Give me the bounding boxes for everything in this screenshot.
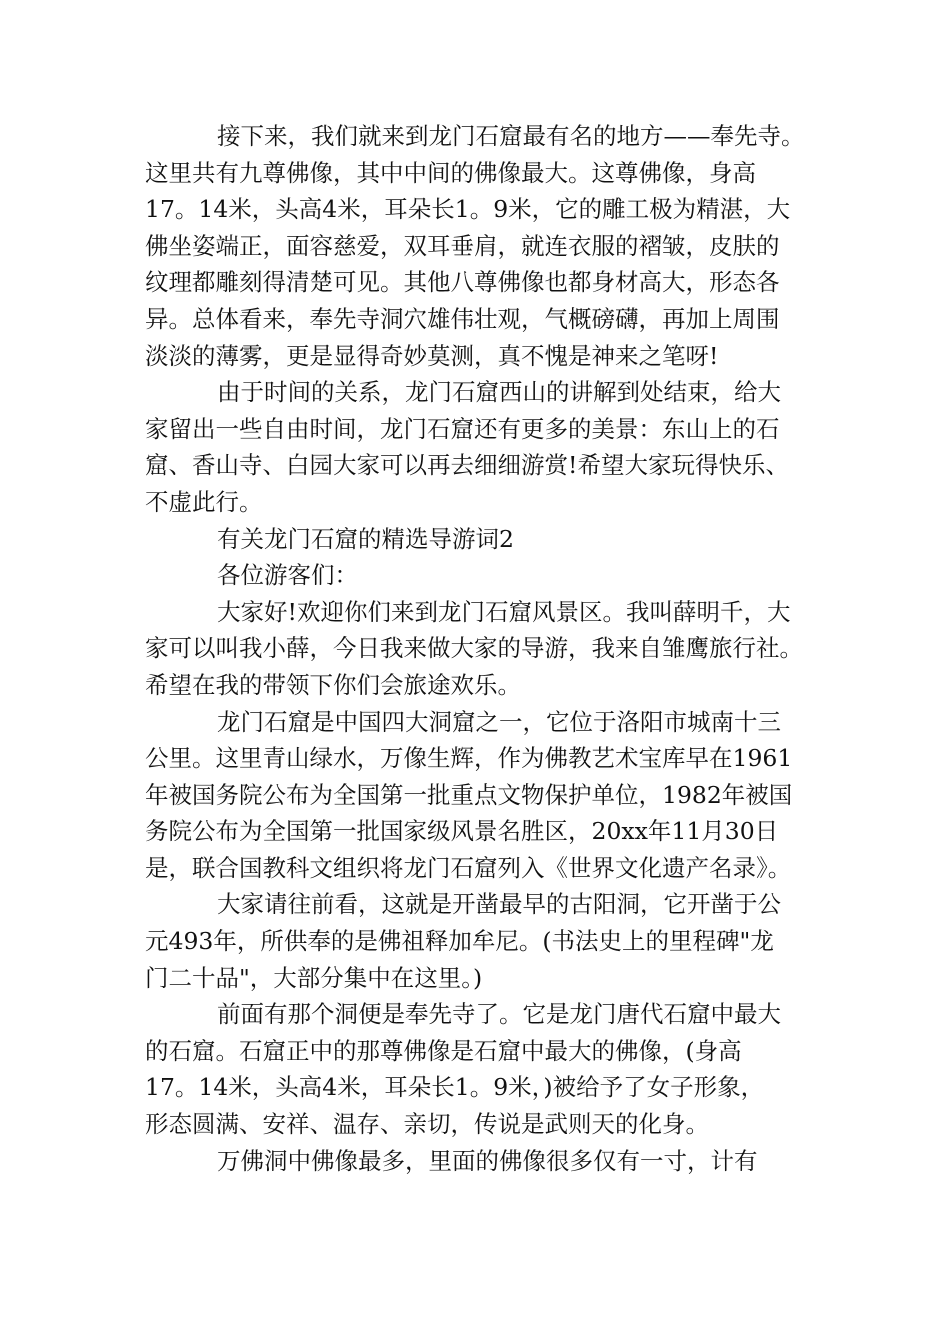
document-body [145, 118, 810, 1179]
paragraph-welcome: 大家好!欢迎你们来到龙门石窟风景区。我叫薛明千，大 家可以叫我小薛，今日我来做大家的导游，我来自雏鹰旅行社。 希望在我的带领下你们会旅途欢乐。 [145, 597, 803, 699]
paragraph-free-time: 由于时间的关系，龙门石窟西山的讲解到处结束，给大 家留出一些自由时间，龙门石窟还有更多的美景：东山上的石 窟、香山寺、白园大家可以再去细细游赏!希望大家玩得快乐、 不虚此行。 [145, 378, 789, 516]
paragraph-fengxian-temple: 接下来，我们就来到龙门石窟最有名的地方——奉先寺。 这里共有九尊佛像，其中中间的佛像最大。这尊佛像，身高 17。14米，头高4米，耳朵长1。9米，它的雕工极为精湛，大 佛坐姿端正，面容慈爱，双耳垂肩，就连衣服的褶皱，皮肤的 纹理都雕刻得清楚可见。其他八尊佛像也都身材高大，形态各 异。总体看来，奉先寺洞穴雄伟壮观，气概磅礴，再加上周围 淡淡的薄雾，更是显得奇妙莫测，真不愧是神来之笔呀! [145, 122, 805, 370]
section-heading: 有关龙门石窟的精选导游词2 [217, 524, 514, 553]
paragraph-guyang-cave: 大家请往前看，这就是开凿最早的古阳洞，它开凿于公 元493年，所供奉的是佛祖释加牟尼。(书法史上的里程碑"龙 门二十品"，大部分集中在这里。) [145, 890, 781, 992]
paragraph-fengxian-statue: 前面有那个洞便是奉先寺了。它是龙门唐代石窟中最大 的石窟。石窟正中的那尊佛像是石窟中最大的佛像，(身高 17。14米，头高4米，耳朵长1。9米，)被给予了女子形象， 形态圆满、安祥、温存、亲切，传说是武则天的化身。 [145, 1000, 781, 1139]
paragraph-greeting-salutation: 各位游客们： [217, 561, 358, 590]
paragraph-wanfo-cave: 万佛洞中佛像最多，里面的佛像很多仅有一寸，计有 [217, 1146, 758, 1175]
paragraph-introduction: 龙门石窟是中国四大洞窟之一，它位于洛阳市城南十三 公里。这里青山绿水，万像生辉，作为佛教艺术宝库早在1961 年被国务院公布为全国第一批重点文物保护单位，1982年被国 务院公布为全国第一批国家级风景名胜区，20xx年11月30日 是，联合国教科文组织将龙门石窟列入《世界文化遗产名录》。 [145, 707, 793, 882]
